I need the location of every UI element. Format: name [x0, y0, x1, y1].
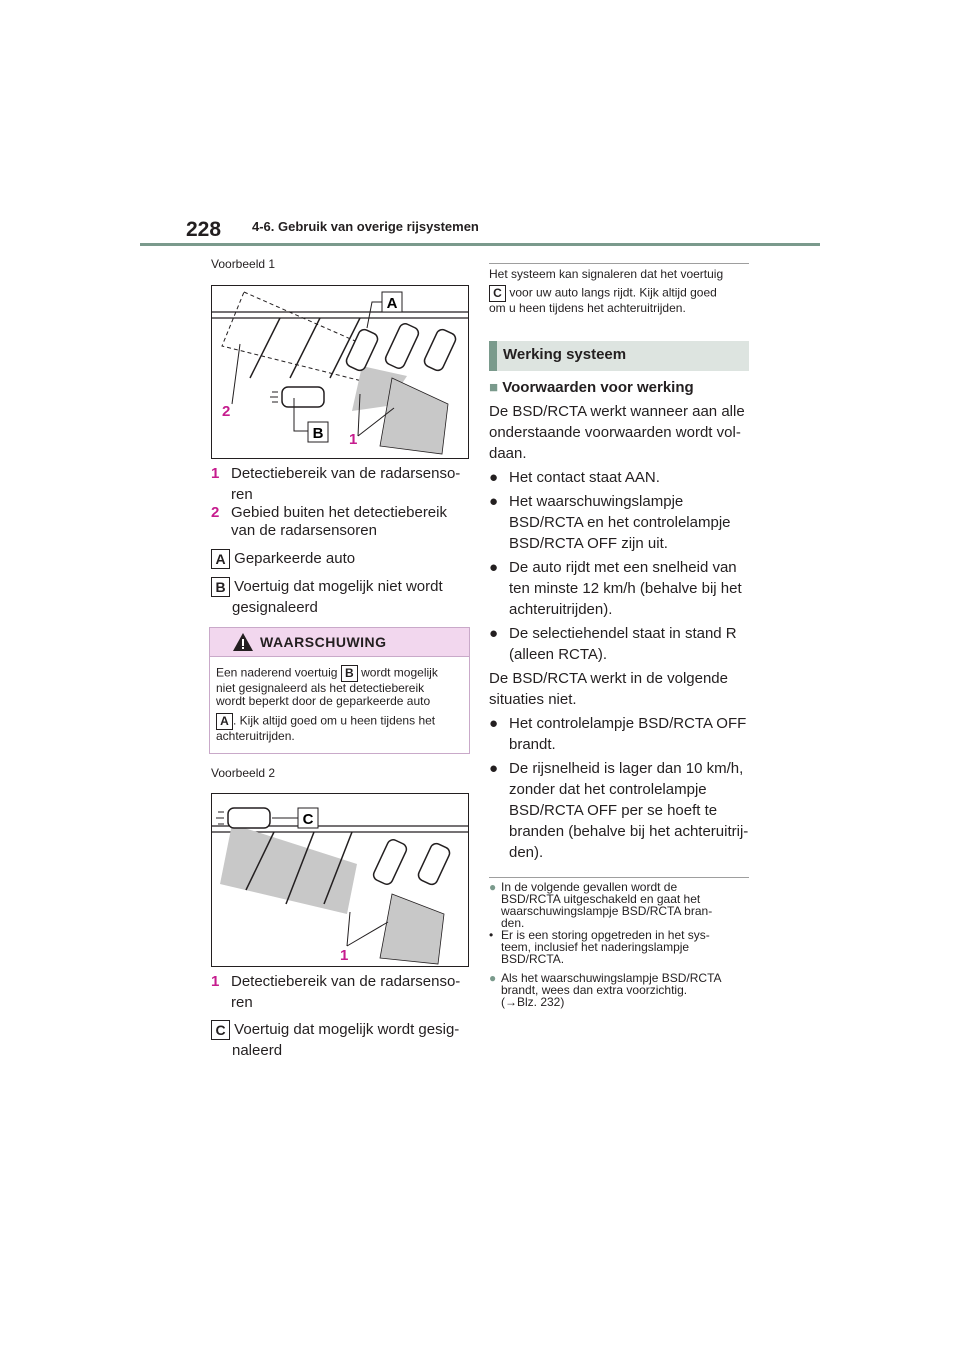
note-text: den. [501, 916, 525, 930]
page-reference-link[interactable]: (→Blz. 232) [501, 995, 565, 1009]
letter-box-b: B [341, 665, 358, 682]
bullet-dot-icon: ● [489, 760, 499, 777]
bullet-item [489, 467, 751, 488]
notes [489, 881, 751, 1008]
warning-text: Een naderend voertuig [216, 665, 338, 680]
note-subitem [489, 929, 751, 965]
bullet-dot-icon: ● [489, 625, 499, 642]
figure-example2 [211, 793, 469, 967]
divider [489, 877, 749, 878]
note-bullet-icon: ● [489, 971, 497, 985]
note-text: In de volgende gevallen wordt de [501, 880, 678, 894]
example1-letter-a [211, 548, 471, 569]
item-number: 1 [211, 465, 220, 482]
bullet-text: zonder dat het controlelampje [509, 781, 707, 798]
note-item [489, 881, 751, 929]
bullet-text: Het controlelampje BSD/RCTA OFF [509, 715, 747, 732]
bullet-text: (alleen RCTA). [509, 646, 608, 663]
letter-box-b: B [211, 577, 230, 597]
note-text: waarschuwingslampje BSD/RCTA bran- [501, 904, 713, 918]
note-text: Er is een storing opgetreden in het sys- [501, 928, 710, 942]
parking-diagram-1 [212, 286, 468, 458]
intro-line: Het systeem kan signaleren dat het voertuig [489, 267, 724, 281]
parked-car-right [422, 328, 457, 373]
parked-car-middle [384, 322, 421, 370]
para-line: De BSD/RCTA werkt in de volgende [489, 670, 728, 687]
item-text: van de radarsensoren [231, 522, 377, 539]
out-of-range-area [222, 292, 362, 381]
header-rule [140, 243, 820, 246]
bullet-text: De rijsnelheid is lager dan 10 km/h, [509, 760, 744, 777]
figure-example1 [211, 285, 469, 459]
warning-header [210, 628, 469, 657]
para-line: De BSD/RCTA werkt wanneer aan alle [489, 403, 745, 420]
note-text: teem, inclusief het naderingslampje [501, 940, 690, 954]
detection-zone-right [380, 378, 448, 454]
approaching-car-b [270, 387, 324, 407]
bullet-item [489, 713, 751, 755]
letter-text: Voertuig dat mogelijk niet wordt [234, 578, 443, 595]
intro-line: voor uw auto langs rijdt. Kijk altijd goed [509, 285, 717, 300]
note-text: brandt, wees dan extra voorzichtig. [501, 983, 688, 997]
detection-zone-right [380, 894, 444, 964]
moving-car-c [216, 808, 270, 828]
letter-box-a: A [211, 549, 230, 569]
note-bullet-icon: ● [489, 880, 497, 894]
letter-text: Geparkeerde auto [234, 550, 356, 567]
bullet-item [489, 557, 751, 620]
bullet-text: BSD/RCTA en het controlelampje [509, 514, 731, 531]
divider [489, 263, 749, 264]
warning-title: WAARSCHUWING [260, 634, 387, 650]
fig1-label-1: 1 [349, 431, 358, 448]
heading-accent-bar [489, 341, 497, 371]
note-text: Als het waarschuwingslampje BSD/RCTA [501, 971, 722, 985]
warning-triangle-icon [232, 632, 254, 652]
bullet-item [489, 758, 751, 863]
sub-bullet: • [489, 928, 494, 942]
item-text: Gebied buiten het detectiebereik [231, 504, 447, 521]
bullet-text: Het waarschuwingslampje [509, 493, 684, 510]
bullet-text: De auto rijdt met een snelheid van [509, 559, 737, 576]
note-text: BSD/RCTA. [501, 952, 565, 966]
letter-text: Voertuig dat mogelijk wordt gesig- [234, 1021, 460, 1038]
bullet-text: De selectiehendel staat in stand R [509, 625, 737, 642]
note-text: BSD/RCTA uitgeschakeld en gaat het [501, 892, 701, 906]
example1-label: Voorbeeld 1 [211, 257, 276, 271]
letter-box-c: C [489, 285, 506, 302]
warning-box [209, 627, 470, 754]
example1-item-2 [211, 504, 471, 540]
bullet-text: Het contact staat AAN. [509, 469, 660, 486]
item-text: ren [231, 994, 253, 1011]
item-text: Detectiebereik van de radarsenso- [231, 465, 461, 482]
example1-item-1 [211, 463, 471, 505]
letter-text: naleerd [232, 1042, 283, 1060]
parked-car-a [344, 328, 379, 373]
bullet-text: brandt. [509, 736, 556, 753]
example1-letter-b [211, 576, 471, 618]
letter-box-a: A [216, 713, 233, 730]
section-heading-box [489, 341, 749, 371]
item-text: ren [231, 486, 253, 503]
parked-car [416, 842, 451, 887]
example2-letter-c [211, 1019, 471, 1061]
fig1-label-b: B [312, 425, 324, 442]
fig2-label-c: C [302, 811, 314, 828]
item-number: 1 [211, 973, 220, 990]
parked-car [372, 838, 409, 886]
note-item [489, 972, 751, 1008]
bullet-text: ten minste 12 km/h (behalve bij het [509, 580, 742, 597]
bullet-dot-icon: ● [489, 715, 499, 732]
para-line: onderstaande voorwaarden wordt vol- [489, 424, 741, 441]
example2-label: Voorbeeld 2 [211, 766, 276, 780]
bullet-dot-icon: ● [489, 559, 499, 576]
fig1-label-2: 2 [222, 403, 231, 420]
fig1-label-a: A [386, 295, 398, 312]
letter-text: gesignaleerd [232, 599, 318, 617]
bullet-text: den). [509, 844, 544, 861]
bullet-text: branden (behalve bij het achteruitrij- [509, 823, 749, 840]
warning-text: achteruitrijden. [216, 729, 295, 743]
fig2-label-1: 1 [340, 947, 349, 964]
warning-body [210, 657, 469, 751]
subheading-marker: ■ [489, 379, 499, 396]
section-title: 4-6. Gebruik van overige rijsystemen [252, 219, 479, 234]
bullet-item [489, 623, 751, 665]
parking-diagram-2 [212, 794, 468, 966]
subheading-text: Voorwaarden voor werking [502, 379, 694, 396]
section-heading: Werking systeem [503, 346, 627, 363]
item-text: Detectiebereik van de radarsenso- [231, 973, 461, 990]
bullet-dot-icon: ● [489, 493, 499, 510]
subheading [489, 377, 694, 398]
item-number: 2 [211, 504, 220, 521]
warning-text: wordt beperkt door de geparkeerde auto [216, 694, 431, 708]
detection-zone-left [220, 824, 357, 914]
warning-text: niet gesignaleerd als het detectiebereik [216, 681, 425, 695]
page-number: 228 [186, 218, 222, 241]
bullet-dot-icon: ● [489, 469, 499, 486]
intro-text [489, 268, 751, 315]
warning-text: wordt mogelijk [361, 665, 438, 680]
bullet-text: achteruitrijden). [509, 601, 613, 618]
warning-text: . Kijk altijd goed om u heen tijdens het [233, 713, 436, 728]
intro-line: om u heen tijdens het achteruitrijden. [489, 301, 686, 315]
bullet-item [489, 491, 751, 554]
bullet-text: BSD/RCTA OFF per se hoeft te [509, 802, 718, 819]
bullet-text: BSD/RCTA OFF zijn uit. [509, 535, 668, 552]
letter-box-c: C [211, 1020, 230, 1040]
para-line: situaties niet. [489, 691, 577, 708]
example2-item-1 [211, 971, 471, 1013]
para-line: daan. [489, 445, 527, 462]
conditions-body [489, 401, 751, 863]
